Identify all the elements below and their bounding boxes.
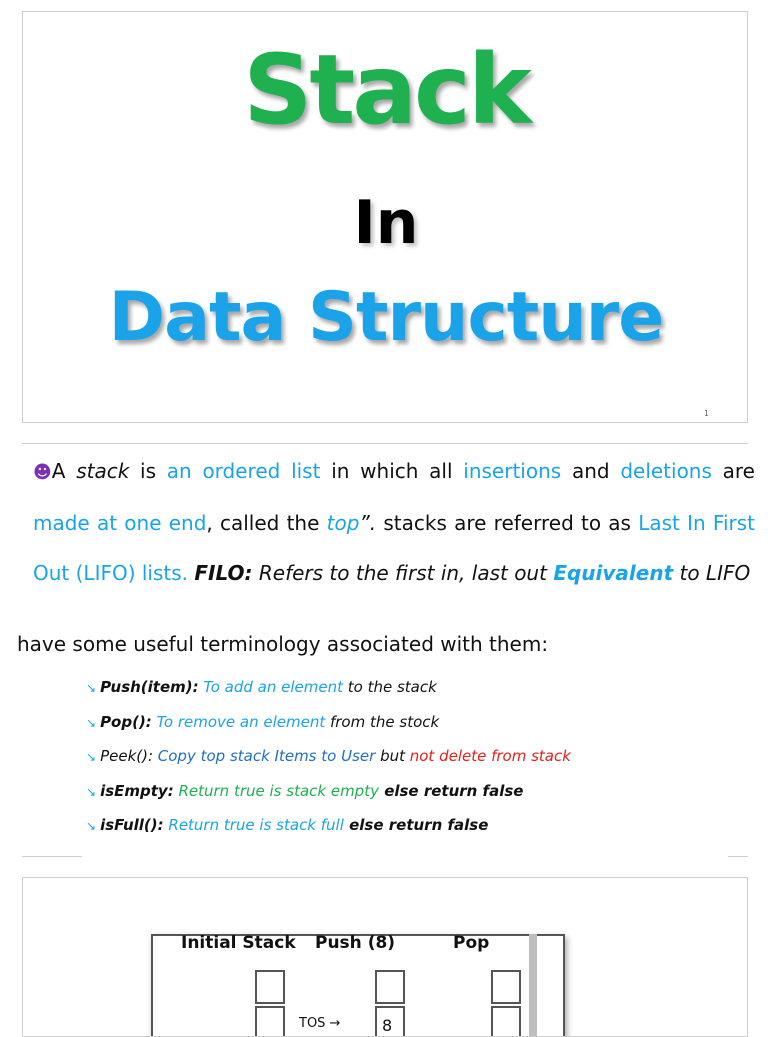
tos-label: TOS → (299, 1016, 341, 1031)
term-desc: To remove an element (151, 712, 326, 731)
header-push: Push (8) (315, 933, 396, 953)
text-referred: stacks are referred to as (376, 511, 639, 535)
stack-cell (255, 1006, 285, 1037)
text-is: is (129, 459, 167, 483)
stack-cell (255, 970, 285, 1004)
term-name: isFull(): (100, 816, 164, 834)
slide-title: Stack (243, 34, 529, 146)
arrow-bullet-icon: ↘ (86, 784, 97, 799)
arrow-bullet-icon: ↘ (86, 681, 97, 695)
definition-slide (17, 443, 755, 857)
text-deletions: deletions (620, 459, 712, 483)
text-insertions: insertions (463, 459, 562, 483)
term-rest: from the stock (325, 712, 440, 731)
text-are: are (711, 459, 755, 483)
stack-cell (375, 970, 405, 1004)
slide-number: 1 (703, 409, 709, 418)
header-pop: Pop (453, 933, 490, 953)
text-called-the: , called the (206, 511, 327, 535)
term-rest: not delete from stack (409, 747, 571, 765)
text-refers: Refers to the first in, last out (252, 561, 554, 585)
arrow-bullet-icon: ↘ (86, 819, 97, 833)
slide-connector: In (353, 188, 419, 258)
definition-paragraph (33, 446, 755, 598)
terminology-list (86, 676, 571, 849)
stack-cell (491, 1006, 521, 1037)
term-name: Peek(): (100, 747, 154, 765)
arrow-bullet-icon: ↘ (86, 715, 97, 730)
pushed-value: 8 (382, 1016, 393, 1035)
diagram-slide (22, 877, 748, 1037)
term-desc: Copy top stack Items to User (153, 747, 376, 765)
term-desc: To add an element (198, 678, 343, 696)
text-top: top (326, 511, 360, 535)
terminology-intro: have some useful terminology associated with them: (17, 632, 549, 656)
text-made-at-one-end: made at one end (33, 511, 207, 535)
term-rest: else return false (343, 816, 489, 834)
text-lifo: Last In First Out (LIFO) lists. (33, 511, 755, 585)
list-item (86, 676, 571, 711)
text-quote: ”. (359, 511, 377, 535)
term-desc: Return true is stack empty (173, 781, 379, 800)
text-stack: stack (76, 459, 130, 483)
term-desc: Return true is stack full (163, 816, 344, 834)
term-name: Pop(): (100, 712, 152, 731)
list-item (86, 745, 571, 780)
term-name: isEmpty: (100, 781, 174, 800)
list-item (86, 711, 571, 746)
smiley-icon: ☻ (33, 462, 52, 483)
term-rest: to the stack (343, 678, 437, 696)
text-to-lifo: to LIFO (673, 561, 751, 585)
stack-cell (491, 970, 521, 1004)
text-filo: FILO: (194, 561, 253, 585)
diagram-divider (529, 934, 537, 1037)
text-a: A (51, 459, 77, 483)
text-equivalent: Equivalent (553, 561, 674, 585)
list-item (86, 814, 571, 849)
title-slide (22, 11, 748, 423)
term-mid: but (375, 747, 410, 765)
arrow-bullet-icon: ↘ (86, 750, 97, 764)
text-and: and (561, 459, 621, 483)
text-in-which: in which all (320, 459, 464, 483)
term-rest: else return false (378, 781, 524, 800)
text-ordered-list: an ordered list (166, 459, 321, 483)
term-name: Push(item): (100, 678, 199, 696)
list-item (86, 780, 571, 815)
slide-border (22, 847, 748, 857)
header-initial-stack: Initial Stack (181, 933, 296, 953)
slide-subtitle: Data Structure (108, 278, 664, 357)
